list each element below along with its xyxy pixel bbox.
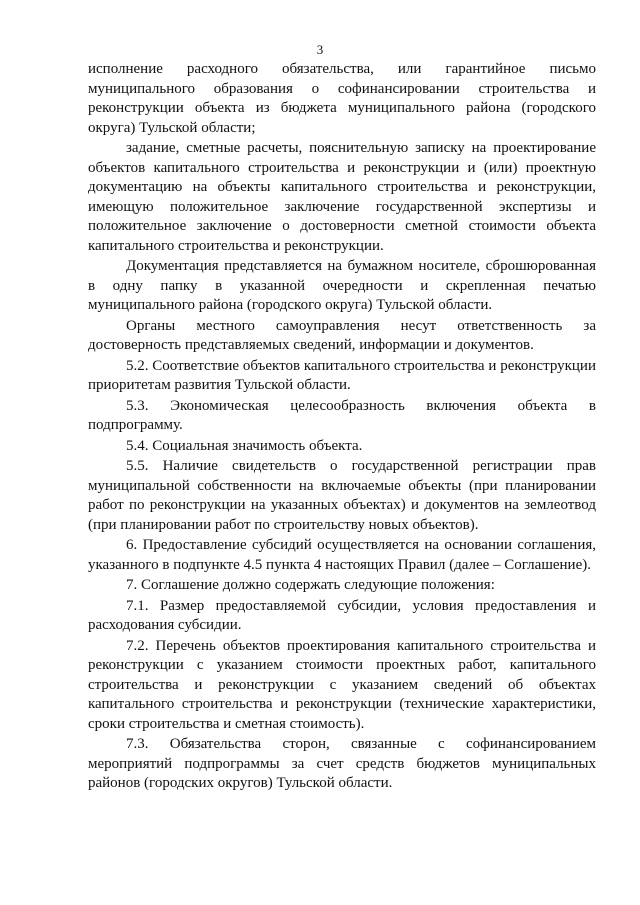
paragraph: Документация представляется на бумажном носителе, сброшюрованная в одну папку в указанной очередности и скрепленная печатью муниципального района (городского округа) Тульской области.	[88, 258, 596, 313]
paragraph: 7.2. Перечень объектов проектирования капитального строительства и реконструкции с указанием стоимости проектных работ, капитального строительства и реконструкции с указанием сведений об объектах капитального строительства и реконструкции (технические характеристики, сроки строительства и сметная стоимость).	[88, 637, 596, 732]
paragraph: исполнение расходного обязательства, или гарантийное письмо муниципального образования о софинансировании строительства и реконструкции объекта из бюджета муниципального района (городского округа) Тульской области;	[88, 61, 596, 136]
paragraph: 7.1. Размер предоставляемой субсидии, условия предоставления и расходования субсидии.	[88, 597, 596, 633]
paragraph: 7.3. Обязательства сторон, связанные с софинансированием мероприятий подпрограммы за счет средств бюджетов муниципальных районов (городских округов) Тульской области.	[88, 736, 596, 791]
paragraph: 5.2. Соответствие объектов капитального строительства и реконструкции приоритетам развития Тульской области.	[88, 357, 596, 393]
paragraph: 5.4. Социальная значимость объекта.	[126, 437, 363, 454]
paragraph: Органы местного самоуправления несут ответственность за достоверность представляемых сведений, информации и документов.	[88, 317, 596, 353]
paragraph: 6. Предоставление субсидий осуществляется на основании соглашения, указанного в подпункте 4.5 пункта 4 настоящих Правил (далее – Соглашение).	[88, 537, 596, 573]
paragraph: 7. Соглашение должно содержать следующие положения:	[126, 577, 495, 593]
page-number: 3	[316, 42, 324, 57]
paragraph: 5.5. Наличие свидетельств о государственной регистрации прав муниципальной собственности на включаемые объекты (при планировании работ по реконструкции на указанных объектах) и документов на землеотвод (при планировании работ по строительству новых объектов).	[88, 458, 596, 533]
paragraph: 5.3. Экономическая целесообразность включения объекта в подпрограмму.	[88, 397, 596, 433]
document-body	[88, 60, 596, 795]
paragraph: задание, сметные расчеты, пояснительную записку на проектирование объектов капитального строительства и реконструкции и (или) проектную документацию на объекты капитального строительства и реконструкции, имеющую положительное заключение государственной экспертизы и положительное заключение о достоверности сметной стоимости объекта капитального строительства и реконструкции.	[88, 140, 596, 254]
